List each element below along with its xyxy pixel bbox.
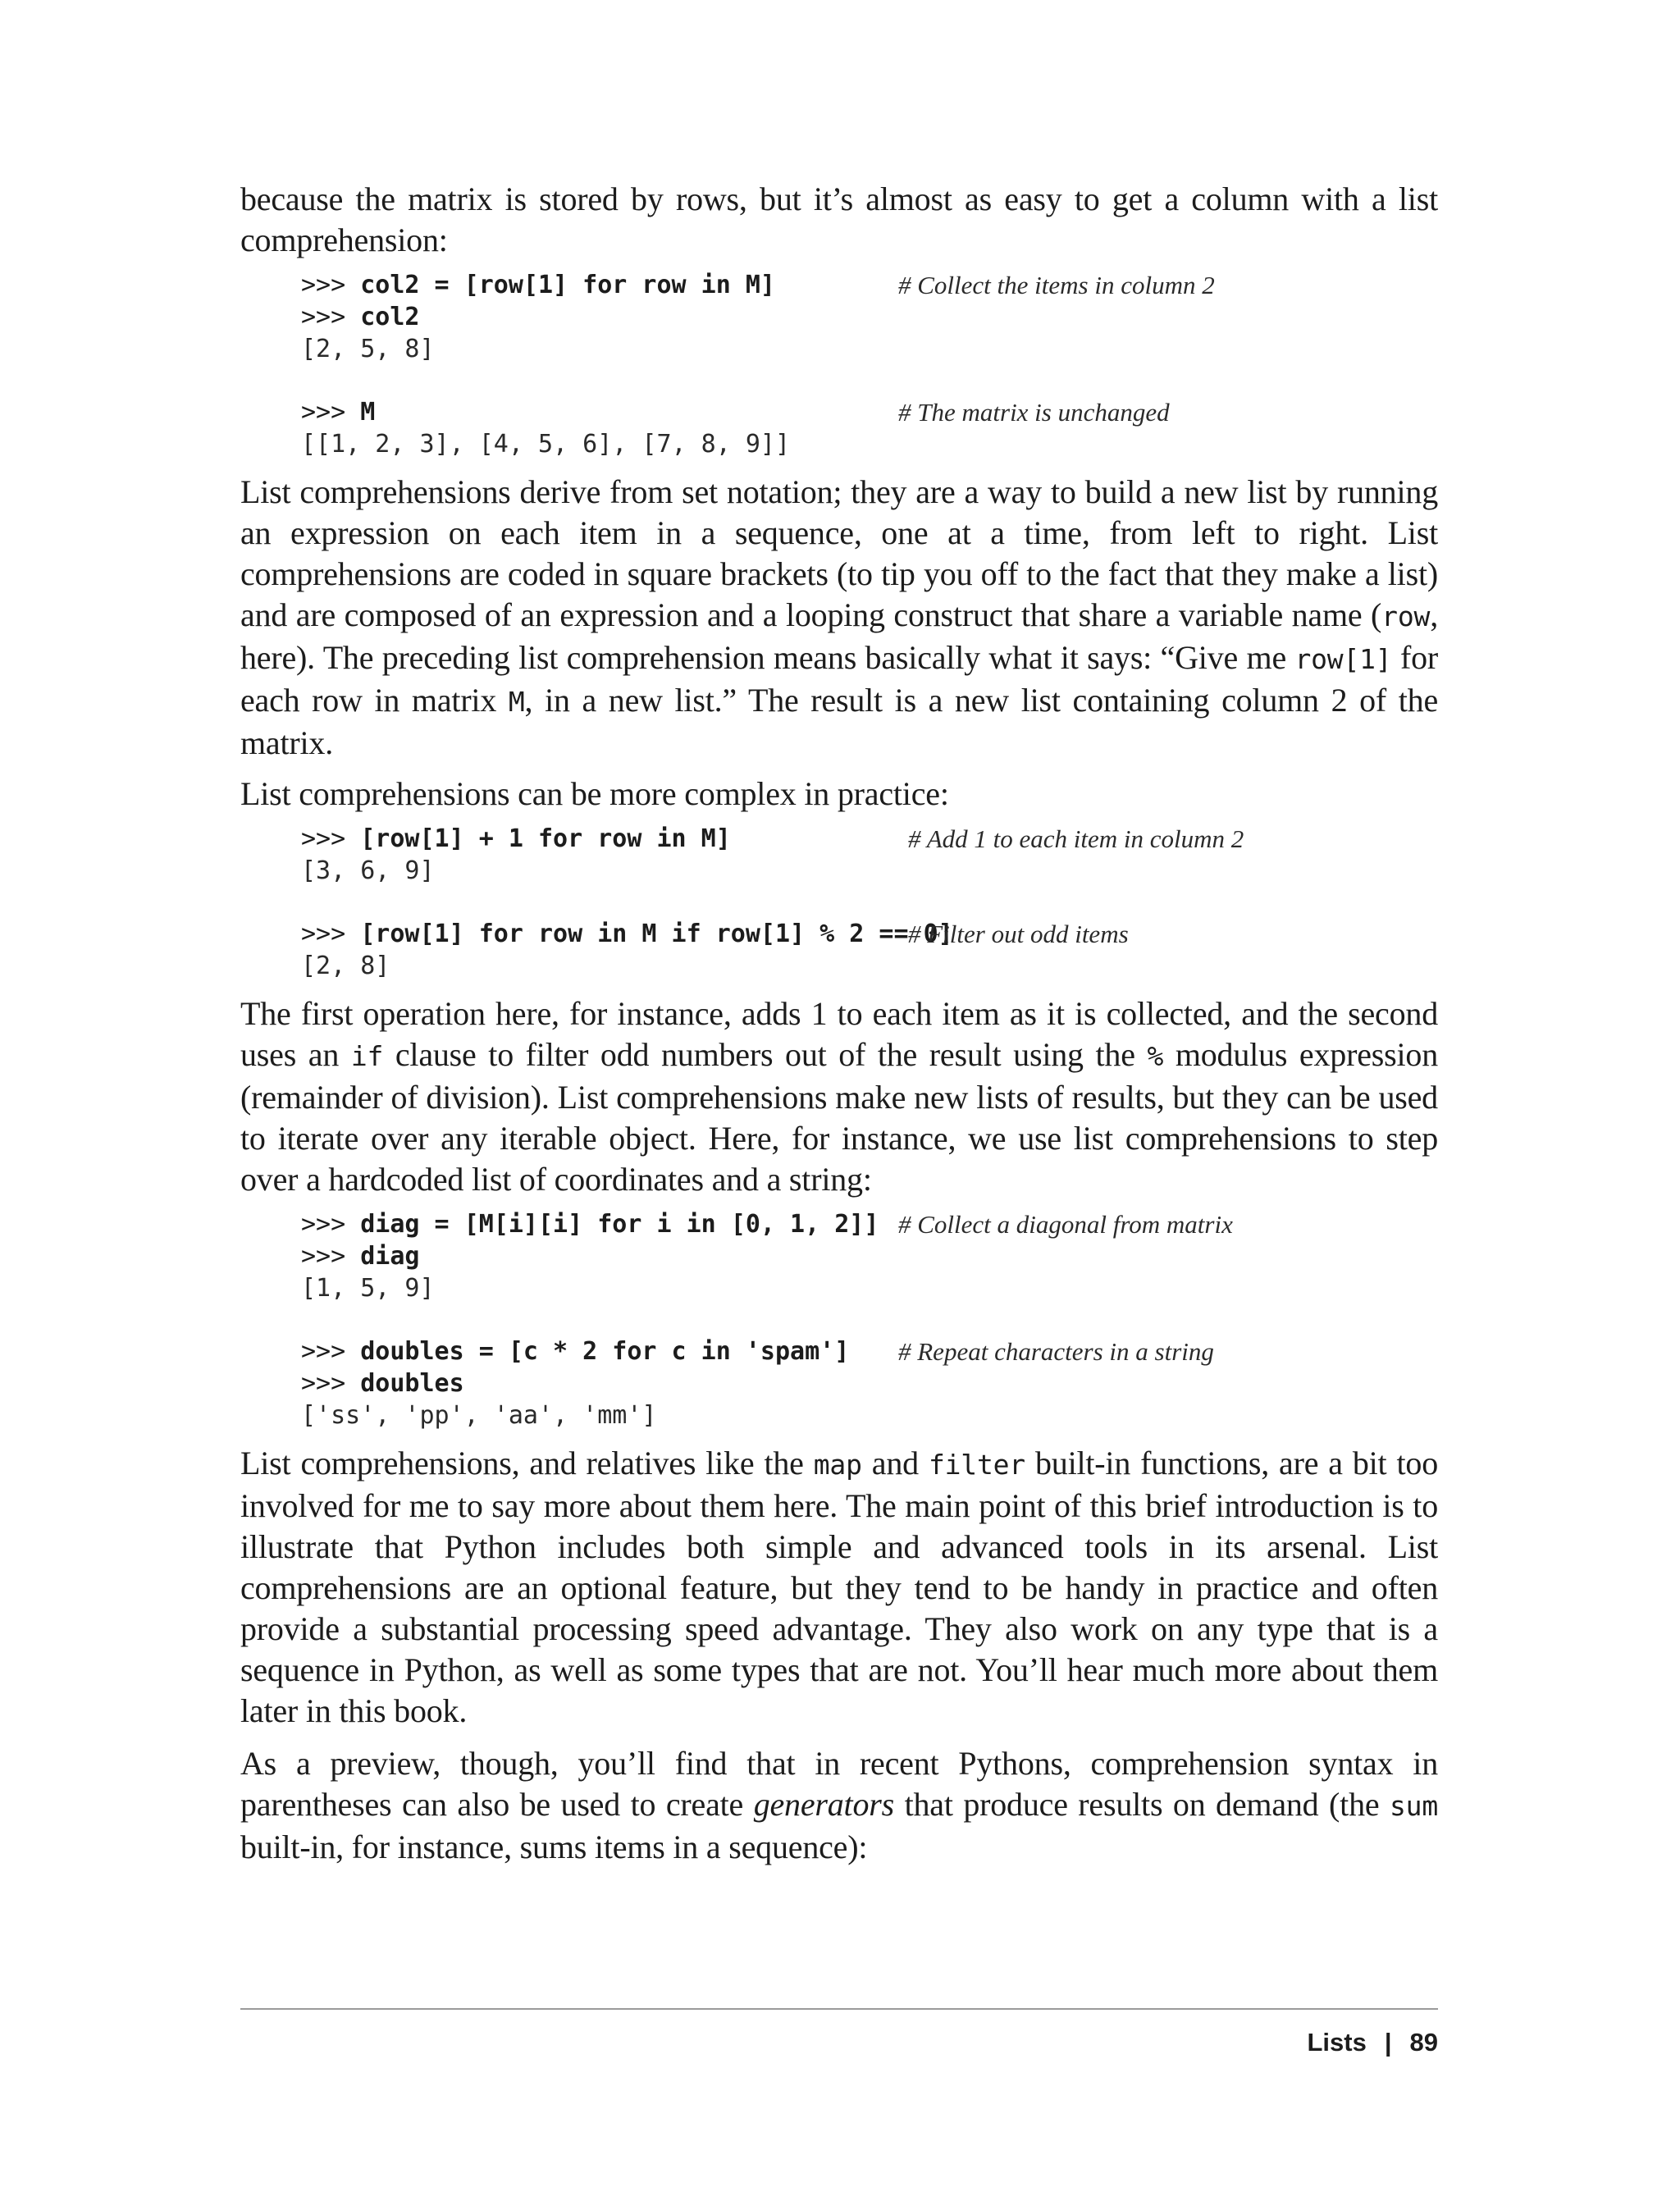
page-number: 89 bbox=[1409, 2028, 1438, 2057]
page-body bbox=[240, 179, 1438, 1868]
text-run: , here). The preceding list comprehension means basically what it says: “Give me bbox=[240, 596, 1438, 676]
code-prompt: >>> bbox=[301, 1210, 361, 1239]
inline-code: if bbox=[350, 1040, 384, 1072]
code-comment: # The matrix is unchanged bbox=[898, 398, 1170, 427]
code-comment: # Add 1 to each item in column 2 bbox=[908, 824, 1244, 853]
code-line bbox=[301, 1367, 1438, 1399]
code-line bbox=[301, 1208, 1438, 1240]
code-command: M bbox=[360, 398, 376, 427]
code-command: [row[1] for row in M if row[1] % 2 == 0] bbox=[360, 920, 953, 948]
code-command: col2 bbox=[360, 303, 420, 331]
code-line bbox=[301, 918, 1438, 950]
code-block-2 bbox=[301, 823, 1438, 982]
emphasis-text: generators bbox=[753, 1786, 895, 1823]
code-line bbox=[301, 823, 1438, 855]
code-block-3 bbox=[301, 1208, 1438, 1431]
code-output: [[1, 2, 3], [4, 5, 6], [7, 8, 9]] bbox=[301, 430, 791, 459]
code-prompt: >>> bbox=[301, 824, 361, 853]
code-block-1 bbox=[301, 269, 1438, 460]
code-line bbox=[301, 269, 1438, 301]
paragraph-5 bbox=[240, 1443, 1438, 1732]
paragraph-3: List comprehensions can be more complex in practice: bbox=[240, 775, 949, 812]
code-group bbox=[301, 918, 1438, 982]
code-output: ['ss', 'pp', 'aa', 'mm'] bbox=[301, 1401, 657, 1430]
inline-code: row bbox=[1381, 600, 1431, 632]
paragraph-4 bbox=[240, 993, 1438, 1200]
inline-code: sum bbox=[1389, 1790, 1438, 1822]
inline-code: filter bbox=[928, 1449, 1025, 1481]
text-run: List comprehensions derive from set notation; they are a way to build a new list by running an expression on each item in a sequence, one at a time, from left to right. List comprehensions are coded in square brackets (to tip you off to the fact that they make a list) and are composed of an expression and a looping construct that share a variable name ( bbox=[240, 473, 1438, 633]
code-group bbox=[301, 1335, 1438, 1431]
code-line bbox=[301, 1240, 1438, 1272]
inline-code: M bbox=[508, 686, 525, 718]
code-group bbox=[301, 396, 1438, 460]
inline-code: map bbox=[813, 1449, 862, 1481]
code-line bbox=[301, 396, 1438, 428]
code-group bbox=[301, 1208, 1438, 1304]
text-run: As a preview, though, you’ll find that in recent Pythons, comprehension syntax in parentheses can also be used to create bbox=[240, 1745, 1438, 1823]
code-prompt: >>> bbox=[301, 920, 361, 948]
code-command: diag bbox=[360, 1242, 420, 1271]
code-prompt: >>> bbox=[301, 1242, 361, 1271]
text-run: List comprehensions, and relatives like the bbox=[240, 1445, 814, 1481]
code-output: [2, 8] bbox=[301, 952, 390, 980]
text-run: modulus expression (remainder of division). List comprehensions make new lists of results, but they can be used to iterate over any iterable object. Here, for instance, we use list comprehensions to step over a hardcoded list of coordinates and a string: bbox=[240, 1036, 1438, 1198]
code-prompt: >>> bbox=[301, 303, 361, 331]
code-comment: # Repeat characters in a string bbox=[898, 1337, 1214, 1366]
code-command: doubles = [c * 2 for c in 'spam'] bbox=[360, 1337, 850, 1366]
text-run: The first operation here, for instance, adds 1 to each item as it is collected, and the second uses an bbox=[240, 995, 1438, 1073]
running-section-title: Lists bbox=[1307, 2028, 1367, 2057]
text-run: for each row in matrix bbox=[240, 639, 1438, 719]
text-run: clause to filter odd numbers out of the result using the bbox=[383, 1036, 1148, 1073]
inline-code: row[1] bbox=[1294, 643, 1392, 675]
text-run: built-in functions, are a bit too involved for me to say more about them here. The main point of this brief introduction is to illustrate that Python includes both simple and advanced tools in its arsenal. List comprehensions are an optional feature, but they tend to be handy in practice and often provide a substantial processing speed advantage. They also work on any type that is a sequence in Python, as well as some types that are not. You’ll hear much more about them later in this book. bbox=[240, 1445, 1438, 1729]
text-run: that produce results on demand (the bbox=[894, 1786, 1390, 1823]
code-line bbox=[301, 301, 1438, 333]
code-comment: # Filter out odd items bbox=[908, 920, 1129, 948]
text-run: and bbox=[861, 1445, 929, 1481]
code-prompt: >>> bbox=[301, 1369, 361, 1398]
page-footer bbox=[1307, 2025, 1438, 2061]
paragraph-2 bbox=[240, 472, 1438, 764]
inline-code: % bbox=[1147, 1040, 1164, 1072]
paragraph-1: because the matrix is stored by rows, but it’s almost as easy to get a column with a list comprehension: bbox=[240, 180, 1438, 258]
paragraph-6 bbox=[240, 1743, 1438, 1868]
code-command: doubles bbox=[360, 1369, 464, 1398]
code-prompt: >>> bbox=[301, 1337, 361, 1366]
code-output: [2, 5, 8] bbox=[301, 335, 435, 363]
code-output: [3, 6, 9] bbox=[301, 856, 435, 885]
code-prompt: >>> bbox=[301, 271, 361, 299]
code-command: diag = [M[i][i] for i in [0, 1, 2]] bbox=[360, 1210, 879, 1239]
text-run: , in a new list.” The result is a new list containing column 2 of the matrix. bbox=[240, 682, 1438, 761]
footer-divider bbox=[240, 2008, 1438, 2010]
code-command: col2 = [row[1] for row in M] bbox=[360, 271, 775, 299]
code-comment: # Collect the items in column 2 bbox=[898, 271, 1215, 299]
code-group bbox=[301, 823, 1438, 887]
code-output: [1, 5, 9] bbox=[301, 1274, 435, 1303]
text-run: built-in, for instance, sums items in a sequence): bbox=[240, 1828, 868, 1865]
code-line bbox=[301, 1335, 1438, 1367]
code-command: [row[1] + 1 for row in M] bbox=[360, 824, 731, 853]
footer-separator: | bbox=[1384, 2028, 1392, 2057]
code-comment: # Collect a diagonal from matrix bbox=[898, 1210, 1233, 1239]
code-group bbox=[301, 269, 1438, 365]
code-prompt: >>> bbox=[301, 398, 361, 427]
